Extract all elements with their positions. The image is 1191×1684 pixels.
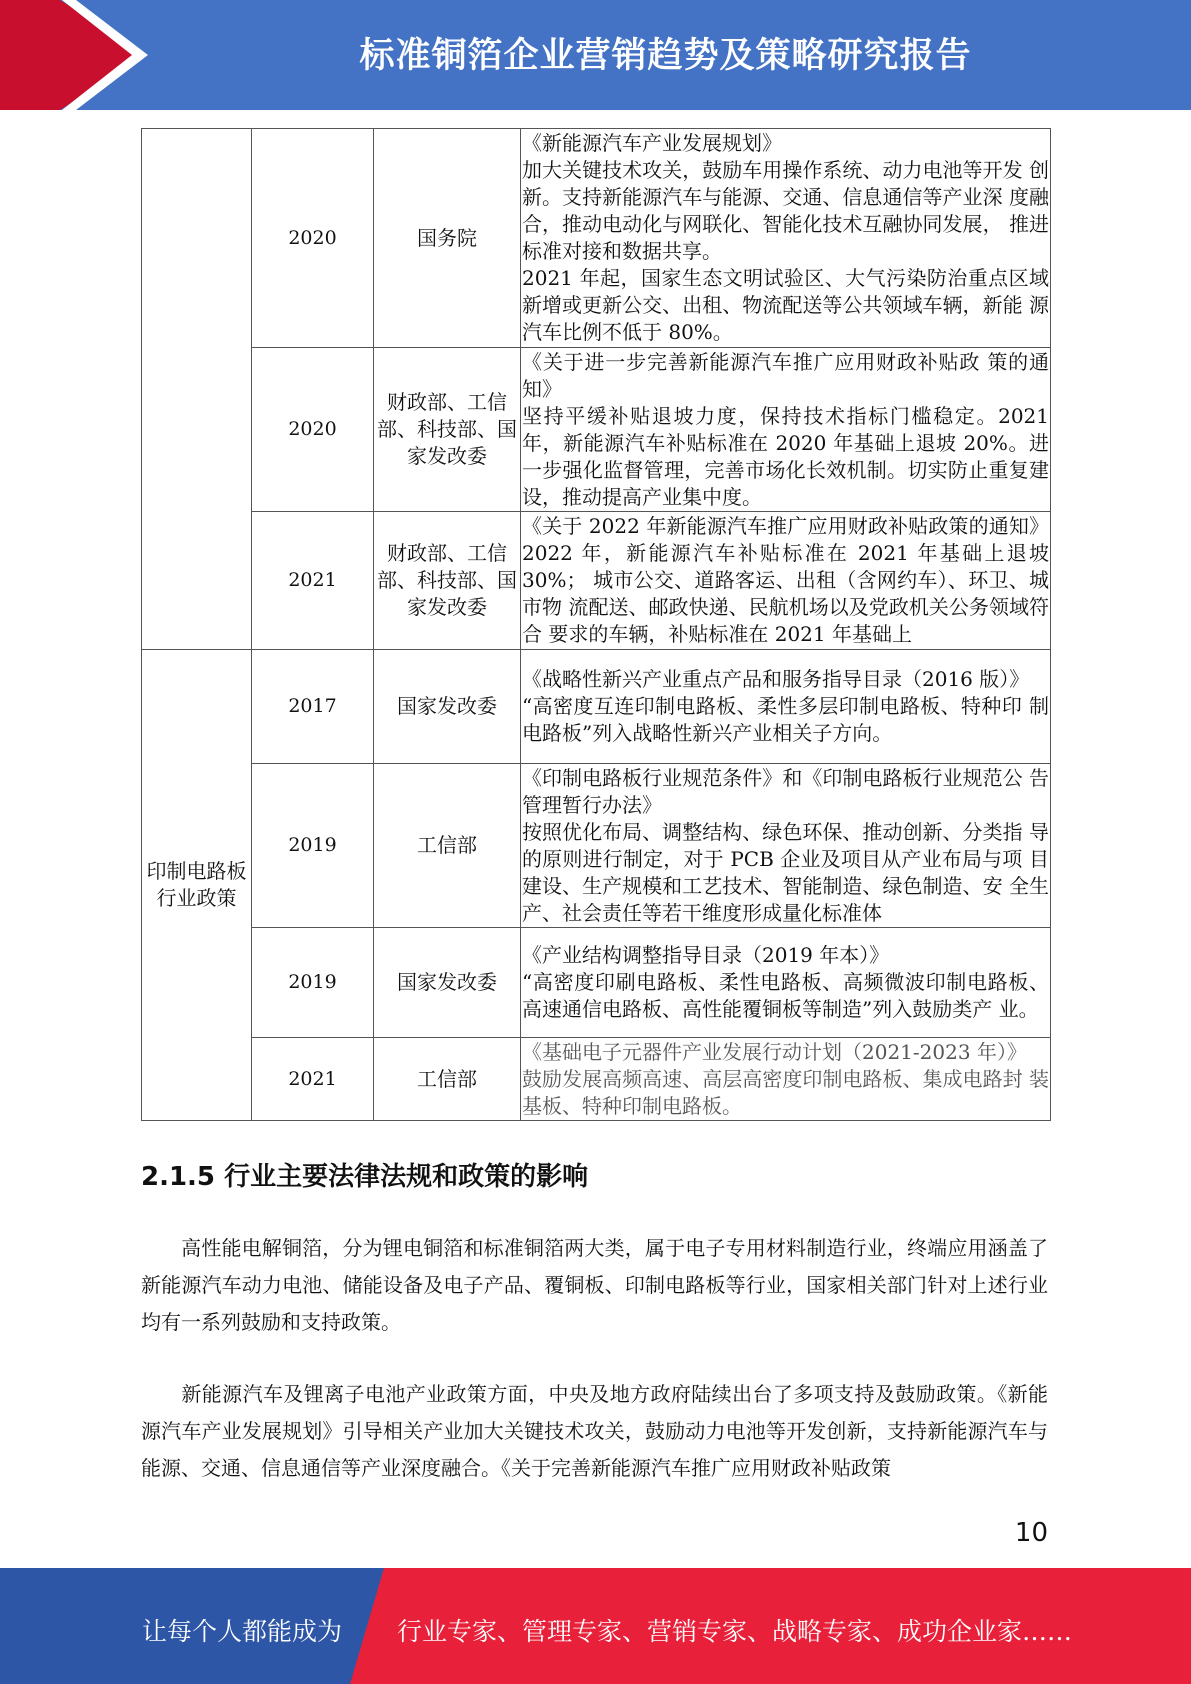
policy-table	[141, 128, 1051, 1121]
department-cell: 财政部、工信部、科技部、国 家发改委	[374, 348, 521, 512]
policy-title: 《基础电子元器件产业发展行动计划（2021-2023 年）》	[522, 1039, 1027, 1064]
policy-text: 加大关键技术攻关，鼓励车用操作系统、动力电池等开发 创新。支持新能源汽车与能源、交通、信息通信等产业深 度融合，推动电动化与网联化、智能化技术互融协同发展， 推进标准对接和数据共享。	[522, 158, 1049, 263]
policy-content-cell	[521, 348, 1051, 512]
policy-content-cell	[521, 1038, 1051, 1121]
year-cell: 2021	[252, 512, 374, 650]
page-header	[0, 0, 1191, 110]
year-cell: 2019	[252, 928, 374, 1038]
table-row	[142, 512, 1051, 650]
footer-slogan-left: 让每个人都能成为	[142, 1617, 343, 1646]
table-row	[142, 348, 1051, 512]
policy-content-cell	[521, 650, 1051, 764]
policy-text: 鼓励发展高频高速、高层高密度印制电路板、集成电路封 装基板、特种印制电路板。	[522, 1066, 1049, 1118]
page-footer	[0, 1568, 1191, 1684]
year-cell: 2017	[252, 650, 374, 764]
policy-text: 《关于 2022 年新能源汽车推广应用财政补贴政策的通知》 2022 年，新能源汽车补贴标准在 2021 年基础上退坡 30%； 城市公交、道路客运、出租（含网约车）、环卫、城市物 流配送、邮政快递、民航机场以及党政机关公务领域符合 要求的车辆，补贴标准在 2021 年基础上	[522, 514, 1049, 646]
department-cell: 工信部	[374, 764, 521, 928]
policy-text: 按照优化布局、调整结构、绿色环保、推动创新、分类指 导的原则进行制定，对于 PCB 企业及项目从产业布局与项 目建设、生产规模和工艺技术、智能制造、绿色制造、安 全生产、社会责任等若干维度形成量化标准体	[522, 819, 1049, 925]
policy-content-cell	[521, 764, 1051, 928]
policy-text: “高密度印刷电路板、柔性电路板、高频微波印制电路板、 高速通信电路板、高性能覆铜板等制造”列入鼓励类产 业。	[522, 970, 1049, 1021]
table-row	[142, 650, 1051, 764]
year-cell: 2019	[252, 764, 374, 928]
policy-text: 2021 年起，国家生态文明试验区、大气污染防治重点区域 新增或更新公交、出租、物流配送等公共领域车辆，新能 源汽车比例不低于 80%。	[522, 266, 1049, 344]
category-cell-empty	[142, 129, 252, 650]
department-cell: 国家发改委	[374, 928, 521, 1038]
policy-text: 坚持平缓补贴退坡力度，保持技术指标门槛稳定。2021 年，新能源汽车补贴标准在 2020 年基础上退坡 20%。进一步强化监督管理，完善市场化长效机制。切实防止重复建设，推动提高产业集中度。	[522, 403, 1049, 509]
policy-content-cell	[521, 512, 1051, 650]
department-cell: 国务院	[374, 129, 521, 348]
body-paragraph	[141, 1376, 1048, 1487]
table-row	[142, 129, 1051, 348]
category-cell: 印制电路板行业政策	[142, 650, 252, 1121]
body-paragraph	[141, 1230, 1048, 1341]
policy-text: “高密度互连印制电路板、柔性多层印制电路板、特种印 制电路板”列入战略性新兴产业相关子方向。	[522, 694, 1049, 745]
policy-title: 《印制电路板行业规范条件》和《印制电路板行业规范公 告管理暂行办法》	[522, 765, 1049, 817]
policy-title: 《战略性新兴产业重点产品和服务指导目录（2016 版）》	[522, 667, 1030, 691]
department-cell: 财政部、工信部、科技部、国 家发改委	[374, 512, 521, 650]
paragraph-text: 新能源汽车及锂离子电池产业政策方面，中央及地方政府陆续出台了多项支持及鼓励政策。《新能源汽车产业发展规划》引导相关产业加大关键技术攻关，鼓励动力电池等开发创新，支持新能源汽车与能源、交通、信息通信等产业深度融合。《关于完善新能源汽车推广应用财政补贴政策	[141, 1382, 1048, 1480]
paragraph-text: 高性能电解铜箔，分为锂电铜箔和标准铜箔两大类，属于电子专用材料制造行业，终端应用涵盖了新能源汽车动力电池、储能设备及电子产品、覆铜板、印制电路板等行业，国家相关部门针对上述行业均有一系列鼓励和支持政策。	[141, 1236, 1048, 1334]
table-row	[142, 764, 1051, 928]
report-title: 标准铜箔企业营销趋势及策略研究报告	[359, 36, 972, 76]
policy-title: 《新能源汽车产业发展规划》	[522, 131, 782, 155]
year-cell: 2020	[252, 348, 374, 512]
policy-title: 《产业结构调整指导目录（2019 年本）》	[522, 943, 890, 967]
table-row	[142, 1038, 1051, 1121]
policy-content-cell	[521, 928, 1051, 1038]
policy-content-cell	[521, 129, 1051, 348]
page-number: 10	[1014, 1518, 1048, 1548]
section-heading: 2.1.5 行业主要法律法规和政策的影响	[141, 1162, 589, 1192]
department-cell: 工信部	[374, 1038, 521, 1121]
department-cell: 国家发改委	[374, 650, 521, 764]
policy-title: 《关于进一步完善新能源汽车推广应用财政补贴政 策的通知》	[522, 349, 1049, 401]
year-cell: 2021	[252, 1038, 374, 1121]
year-cell: 2020	[252, 129, 374, 348]
footer-slogan-right: 行业专家、管理专家、营销专家、战略专家、成功企业家……	[397, 1617, 1073, 1646]
table-row	[142, 928, 1051, 1038]
